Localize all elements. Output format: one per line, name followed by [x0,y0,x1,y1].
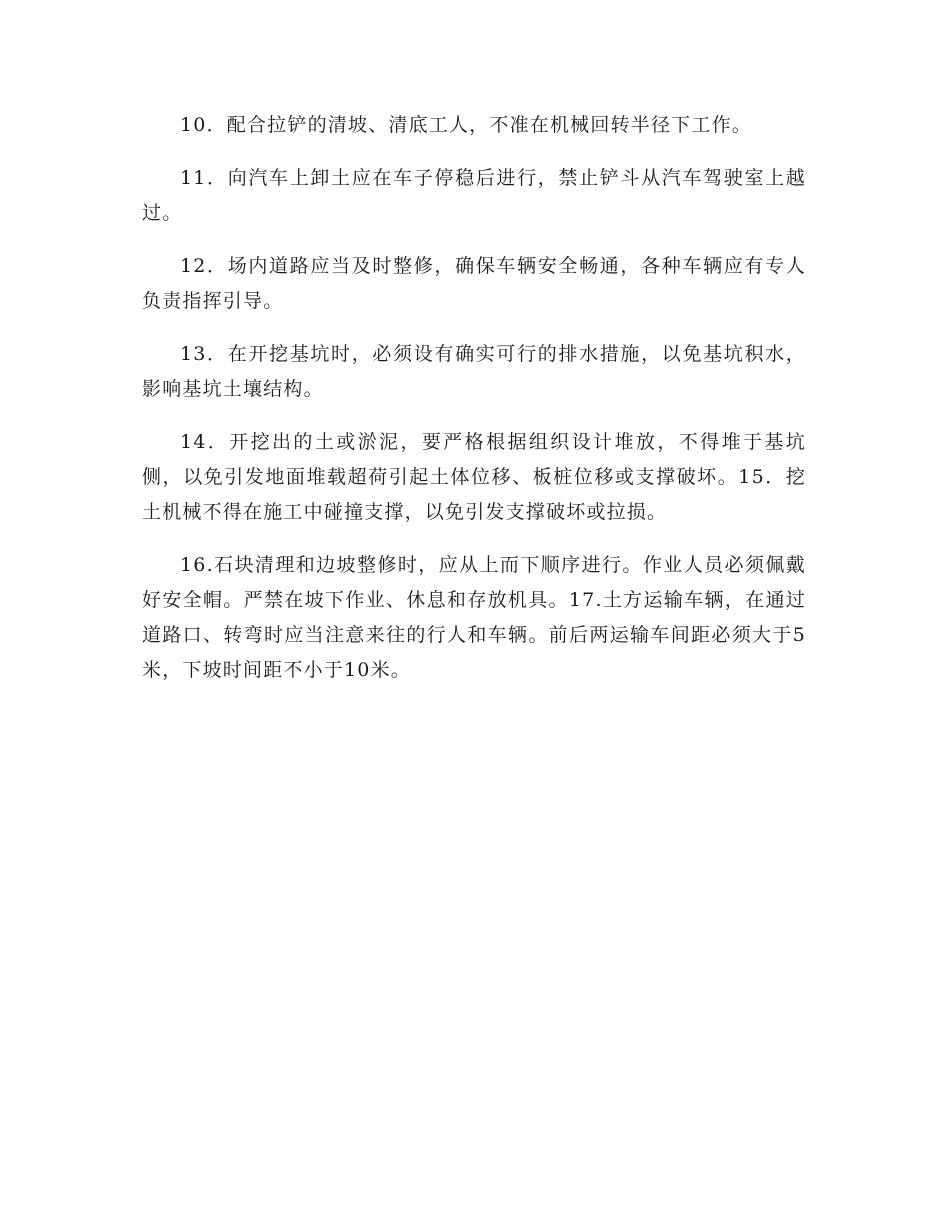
paragraph-item-10: 10．配合拉铲的清坡、清底工人，不准在机械回转半径下工作。 [180,114,752,136]
paragraph-item-12: 12．场内道路应当及时整修，确保车辆安全畅通，各种车辆应有专人负责指挥引导。 [142,255,806,312]
paragraph-item-14-15: 14．开挖出的土或淤泥，要严格根据组织设计堆放，不得堆于基坑侧，以免引发地面堆载超荷引起土体位移、板桩位移或支撑破坏。15．挖土机械不得在施工中碰撞支撑，以免引发支撑破坏或拉损。 [142,431,806,523]
paragraph-item-11: 11．向汽车上卸土应在车子停稳后进行，禁止铲斗从汽车驾驶室上越过。 [142,167,806,224]
document-body [142,108,806,706]
paragraph-item-13: 13．在开挖基坑时，必须设有确实可行的排水措施，以免基坑积水，影响基坑土壤结构。 [142,343,806,400]
paragraph-item-16-17: 16.石块清理和边坡整修时，应从上而下顺序进行。作业人员必须佩戴好安全帽。严禁在坡下作业、休息和存放机具。17.土方运输车辆，在通过道路口、转弯时应当注意来往的行人和车辆。前后两运输车间距必须大于5米，下坡时间距不小于10米。 [142,554,806,681]
